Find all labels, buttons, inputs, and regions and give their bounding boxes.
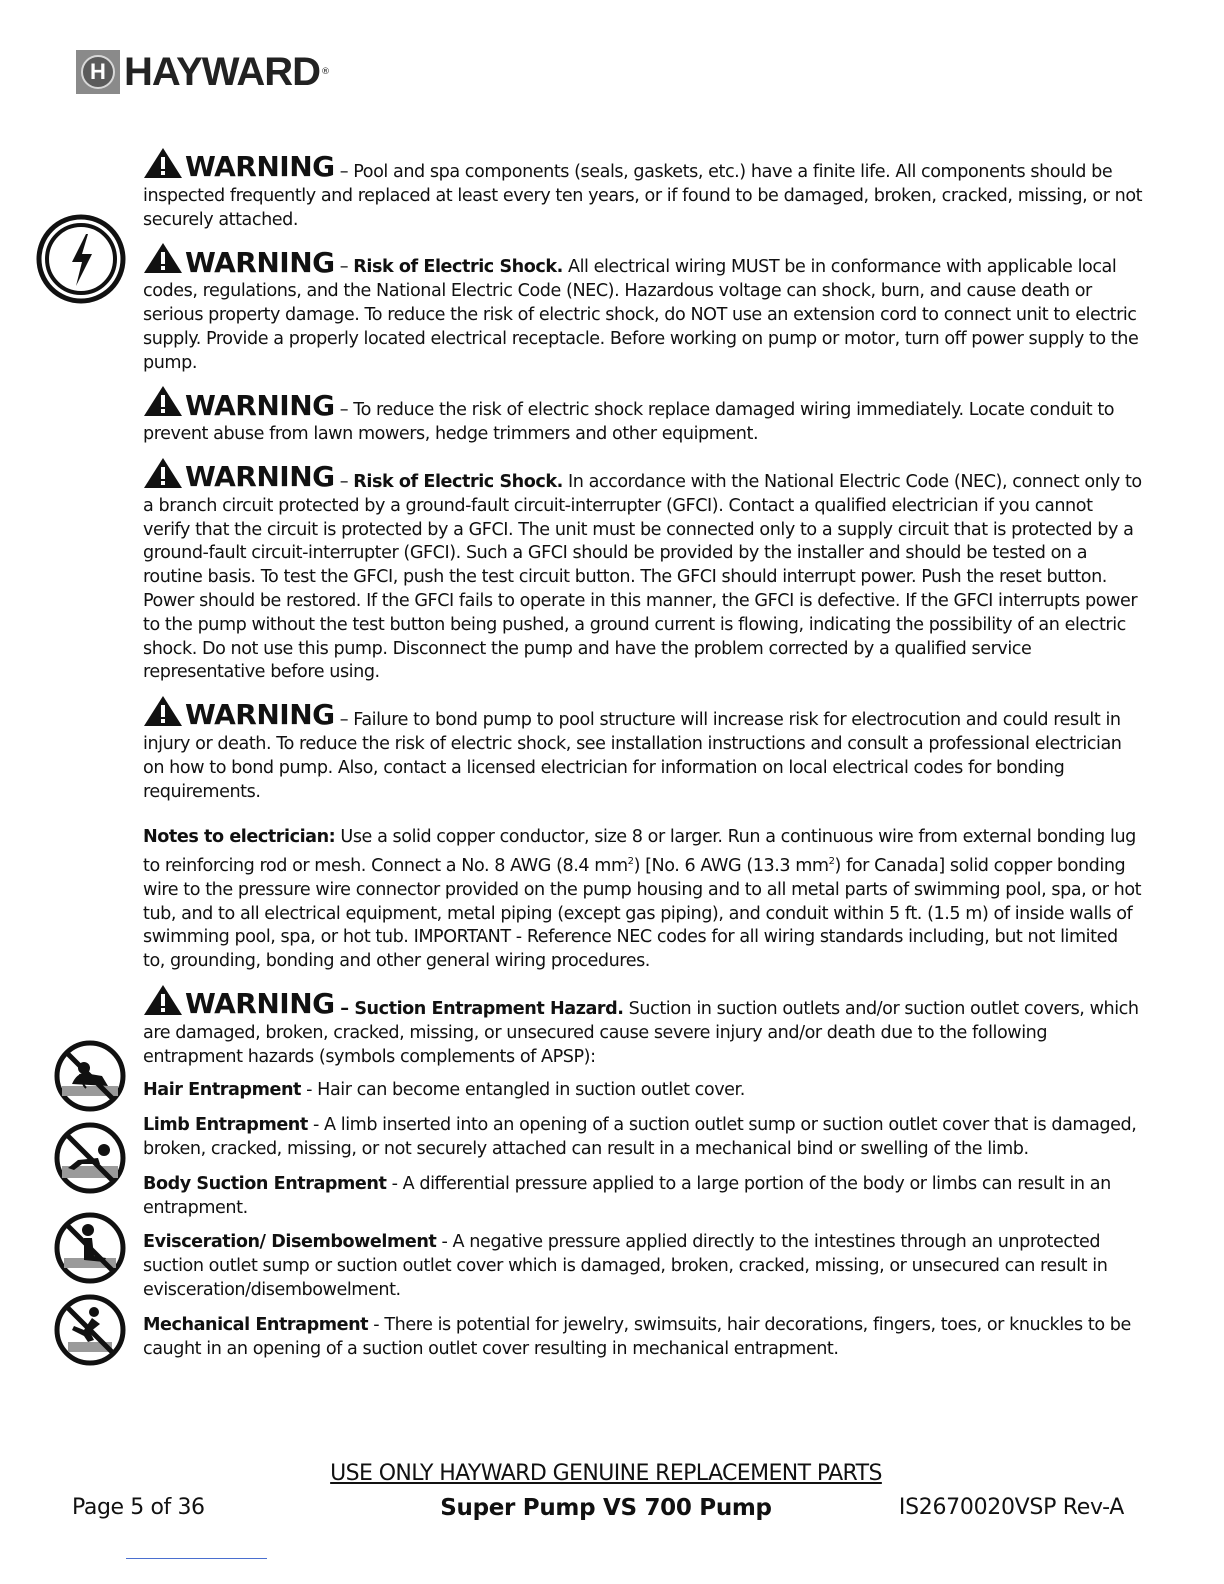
- warning-text: In accordance with the National Electric Code (NEC), connect only to a branch circuit protected by a ground-fault circuit-interrupter (GFCI). Contact a qualified electrician if you cannot verify that the circuit is protected by a GFCI. The unit must be connected only to a supply circuit that is protected by a ground-fault circuit-interrupter (GFCI). Such a GFCI should be provided by the installer and should be tested on a routine basis. To test the GFCI, push the test circuit button. The GFCI should interrupt power. Push the reset button. Power should be restored. If the GFCI fails to operate in this manner, the GFCI is defective. If the GFCI interrupts power to the pump without the test button being pushed, a ground current is flowing, indicating the possibility of an electric shock. Do not use this pump. Disconnect the pump and have the problem corrected by a qualified service representative before using.: [143, 471, 1142, 683]
- warning-finite-life: WARNING – Pool and spa components (seals, gaskets, etc.) have a finite life. All components should be inspected frequently and replaced at least every ten years, or if found to be damaged, broken, cracked, missing, or not securely attached.: [143, 147, 1143, 232]
- notes-label: Notes to electrician:: [143, 827, 336, 848]
- hazard-label: Mechanical Entrapment: [143, 1314, 369, 1335]
- hazard-body-suction: [143, 1173, 1143, 1221]
- warning-damaged-wiring: WARNING – To reduce the risk of electric shock replace damaged wiring immediately. Locate conduit to prevent abuse from lawn mowers, hedge trimmers and other equipment.: [143, 385, 1143, 447]
- hazard-hair-entrapment: [143, 1079, 1143, 1103]
- hazard-text: - A negative pressure applied directly to the intestines through an unprotected suction outlet sump or suction outlet cover which is damaged, broken, cracked, missing, or unsecured can result in evisceration/disembowelment.: [143, 1232, 1108, 1300]
- safety-content: [143, 147, 1143, 1372]
- warning-subtitle: Risk of Electric Shock.: [353, 471, 563, 492]
- warning-bonding: WARNING – Failure to bond pump to pool structure will increase risk for electrocution and could result in injury or death. To reduce the risk of electric shock, see installation instructions and consult a professional electrician on how to bond pump. Also, contact a licensed electrician for information on local electrical codes for bonding requirements.: [143, 695, 1143, 804]
- hazard-text: - A differential pressure applied to a large portion of the body or limbs can result in an entrapment.: [143, 1173, 1111, 1218]
- warning-heading: WARNING: [143, 242, 335, 274]
- hayward-logo: [76, 50, 330, 94]
- warning-text: To reduce the risk of electric shock replace damaged wiring immediately. Locate conduit to prevent abuse from lawn mowers, hedge trimmers and other equipment.: [143, 400, 1115, 445]
- page-number: Page 5 of 36: [72, 1495, 205, 1520]
- registered-mark: ®: [321, 67, 330, 77]
- warning-suction-entrapment: WARNING – Suction Entrapment Hazard. Suction in suction outlets and/or suction outlet covers, which are damaged, broken, cracked, missing, or unsecured cause severe injury and/or death due to the following entrapment hazards (symbols complements of APSP):: [143, 984, 1143, 1069]
- warning-triangle-icon: [143, 242, 183, 274]
- mechanical-entrapment-icon: [54, 1294, 126, 1366]
- warning-triangle-icon: [143, 457, 183, 489]
- warning-subtitle: Risk of Electric Shock.: [353, 257, 563, 278]
- warning-heading: WARNING: [143, 984, 335, 1016]
- warning-heading: WARNING: [143, 385, 335, 417]
- hazard-label: Hair Entrapment: [143, 1080, 301, 1101]
- warning-heading: WARNING: [143, 147, 335, 179]
- hazard-mechanical-entrapment: [143, 1314, 1143, 1362]
- electric-shock-warning-icon: [36, 214, 126, 304]
- warning-triangle-icon: [143, 385, 183, 417]
- warning-heading: WARNING: [143, 457, 335, 489]
- notes-to-electrician: Notes to electrician: Use a solid copper conductor, size 8 or larger. Run a continuous wire from external bonding lug to reinforcing rod or mesh. Connect a No. 8 AWG (8.4 $mm^2$) [No. 6 AWG (13.3 $mm^2$) for Canada] solid copper bonding wire to the pressure wire connector provided on the pump housing and to all metal parts of swimming pool, spa, or hot tub, and to all electrical equipment, metal piping (except gas piping), and conduit within 5 ft. (1.5 m) of inside walls of swimming pool, spa, or hot tub. IMPORTANT - Reference NEC codes for all wiring standards including, but not limited to, grounding, bonding and other general wiring procedures.: [143, 827, 1142, 972]
- hazard-evisceration: [143, 1231, 1143, 1302]
- document-id: IS2670020VSP Rev-A: [898, 1495, 1124, 1520]
- hazard-label: Body Suction Entrapment: [143, 1173, 387, 1194]
- hazard-label: Limb Entrapment: [143, 1115, 308, 1136]
- warning-triangle-icon: [143, 147, 183, 179]
- warning-gfci: WARNING – Risk of Electric Shock. In accordance with the National Electric Code (NEC), connect only to a branch circuit protected by a ground-fault circuit-interrupter (GFCI). Contact a qualified electrician if you cannot verify that the circuit is protected by a GFCI. The unit must be connected only to a supply circuit that is protected by a ground-fault circuit-interrupter (GFCI). Such a GFCI should be provided by the installer and should be tested on a routine basis. To test the GFCI, push the test circuit button. The GFCI should interrupt power. Push the reset button. Power should be restored. If the GFCI fails to operate in this manner, the GFCI is defective. If the GFCI interrupts power to the pump without the test button being pushed, a ground current is flowing, indicating the possibility of an electric shock. Do not use this pump. Disconnect the pump and have the problem corrected by a qualified service representative before using.: [143, 457, 1143, 685]
- hazard-text: - Hair can become entangled in suction outlet cover.: [300, 1080, 745, 1101]
- hazard-text: - A limb inserted into an opening of a suction outlet sump or suction outlet cover that is damaged, broken, cracked, missing, or not securely attached can result in a mechanical bind or swelling of the limb.: [143, 1115, 1137, 1159]
- limb-entrapment-icon: [54, 1122, 126, 1194]
- hazard-limb-entrapment: [143, 1114, 1143, 1162]
- genuine-parts-notice: USE ONLY HAYWARD GENUINE REPLACEMENT PARTS: [330, 1461, 882, 1486]
- hazard-text: - There is potential for jewelry, swimsuits, hair decorations, fingers, toes, or knuckles to be caught in an opening of a suction outlet cover resulting in mechanical entrapment.: [143, 1314, 1131, 1359]
- warning-subtitle: Suction Entrapment Hazard.: [354, 998, 624, 1019]
- logo-mark-letter: H: [81, 55, 115, 89]
- brand-name: HAYWARD: [124, 50, 320, 94]
- evisceration-icon: [54, 1212, 126, 1284]
- warning-text: All electrical wiring MUST be in conformance with applicable local codes, regulations, and the National Electric Code (NEC). Hazardous voltage can shock, burn, and cause death or serious property damage. To reduce the risk of electric shock, do NOT use an extension cord to connect unit to electric supply. Provide a properly located electrical receptacle. Before working on pump or motor, turn off power supply to the pump.: [143, 257, 1139, 373]
- warning-heading: WARNING: [143, 695, 335, 727]
- warning-triangle-icon: [143, 695, 183, 727]
- hair-entrapment-icon: [54, 1040, 126, 1112]
- warning-text: Pool and spa components (seals, gaskets, etc.) have a finite life. All components should be inspected frequently and replaced at least every ten years, or if found to be damaged, broken, cracked, missing, or not securely attached.: [143, 162, 1143, 230]
- bottom-rule: [126, 1558, 267, 1559]
- warning-electric-shock: WARNING – Risk of Electric Shock. All electrical wiring MUST be in conformance with applicable local codes, regulations, and the National Electric Code (NEC). Hazardous voltage can shock, burn, and cause death or serious property damage. To reduce the risk of electric shock, do NOT use an extension cord to connect unit to electric supply. Provide a properly located electrical receptacle. Before working on pump or motor, turn off power supply to the pump.: [143, 242, 1143, 375]
- product-name: Super Pump VS 700 Pump: [440, 1495, 772, 1521]
- warning-text: Suction in suction outlets and/or suction outlet covers, which are damaged, broken, cracked, missing, or unsecured cause severe injury and/or death due to the following entrapment hazards (symbols complements of APSP):: [143, 998, 1139, 1067]
- warning-text: Failure to bond pump to pool structure will increase risk for electrocution and could result in injury or death. To reduce the risk of electric shock, see installation instructions and consult a professional electrician on how to bond pump. Also, contact a licensed electrician for information on local electrical codes for bonding requirements.: [143, 710, 1122, 802]
- hazard-label: Evisceration/ Disembowelment: [143, 1232, 437, 1253]
- hayward-mark-icon: [76, 50, 120, 94]
- warning-triangle-icon: [143, 984, 183, 1016]
